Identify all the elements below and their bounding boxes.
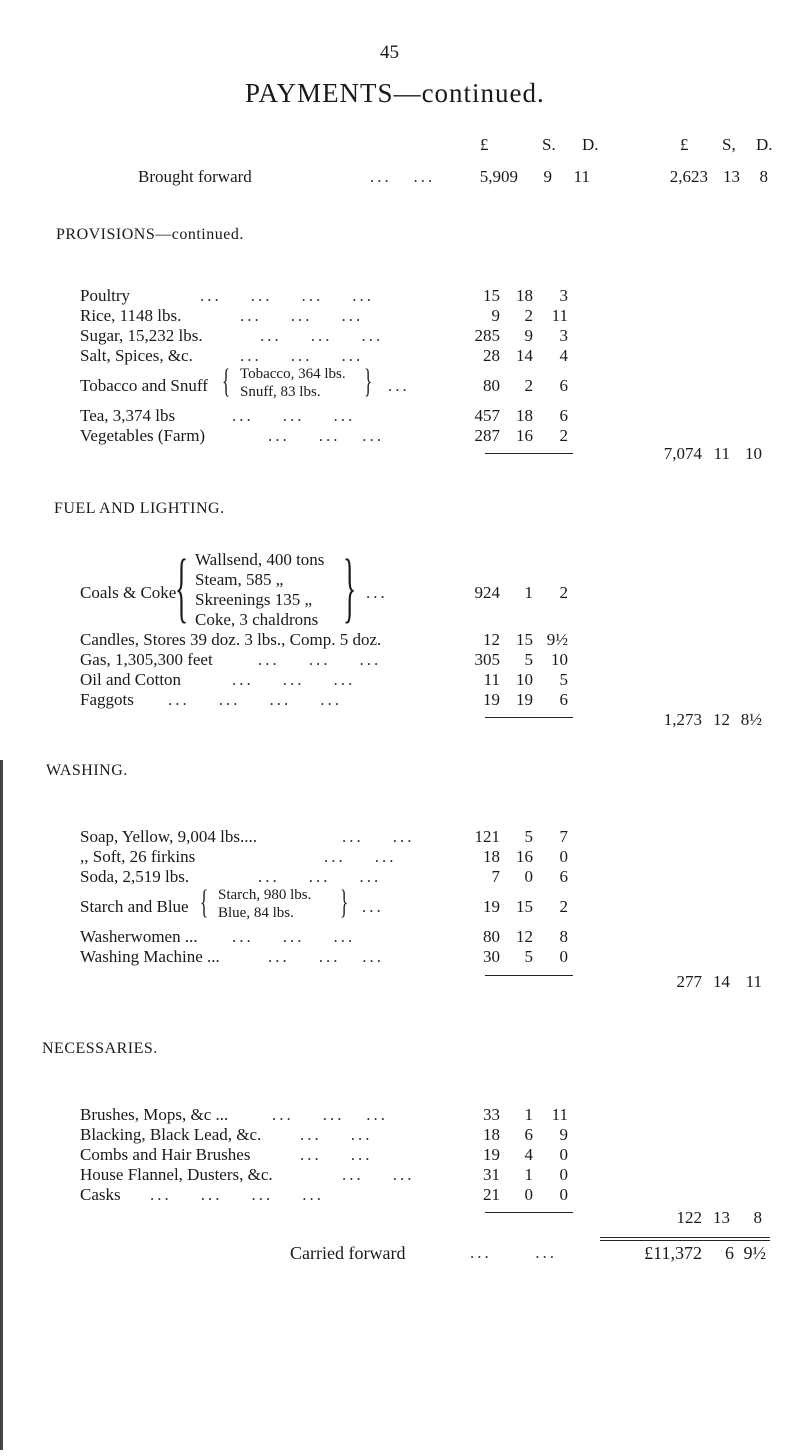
item-pence: 11 (551, 306, 568, 325)
subtotal-rule (485, 717, 573, 718)
item-pounds: 28 (483, 346, 500, 365)
section-total-pence: 10 (745, 444, 762, 463)
item-pence: 2 (559, 426, 568, 445)
right-brace-icon: } (343, 543, 357, 630)
leader-dots: ... ... ... (258, 650, 382, 669)
item-label: Washing Machine ... (80, 947, 220, 966)
section-total-pence: 8 (753, 1208, 762, 1227)
total-rule (600, 1237, 770, 1238)
item-pence: 6 (559, 690, 568, 709)
brought-forward-total-pence: 8 (759, 167, 768, 186)
item-label: Rice, 1148 lbs. (80, 306, 182, 325)
leader-dots: ... (388, 376, 410, 395)
leader-dots: ... ... (300, 1125, 373, 1144)
leader-dots: ... ... (470, 1243, 557, 1262)
item-pence: 6 (559, 867, 568, 886)
item-detail: Skreenings 135 „ (195, 590, 313, 609)
item-shillings: 19 (516, 690, 533, 709)
item-pence: 10 (551, 650, 568, 669)
item-shillings: 15 (516, 630, 533, 649)
item-shillings: 0 (524, 867, 533, 886)
brought-forward-pence: 11 (573, 167, 590, 186)
leader-dots: ... ... (370, 167, 436, 186)
item-pounds: 80 (483, 927, 500, 946)
leader-dots: ... (362, 897, 384, 916)
left-brace-icon: { (222, 363, 231, 400)
item-label: Salt, Spices, &c. (80, 346, 193, 365)
item-pounds: 19 (483, 690, 500, 709)
page-number: 45 (380, 42, 399, 63)
brought-forward-shillings: 9 (543, 167, 552, 186)
section-heading-provisions: PROVISIONS—continued. (56, 226, 244, 243)
item-label: Sugar, 15,232 lbs. (80, 326, 203, 345)
section-heading-necessaries: NECESSARIES. (42, 1040, 158, 1057)
subtotal-rule (485, 1212, 573, 1213)
subtotal-rule (485, 975, 573, 976)
item-shillings: 15 (516, 897, 533, 916)
item-pounds: 18 (483, 847, 500, 866)
leader-dots: ... ... ... (240, 346, 364, 365)
item-pence: 2 (559, 583, 568, 602)
leader-dots: ... ... (342, 1165, 415, 1184)
right-brace-icon: } (364, 363, 373, 400)
col-header-shillings-1: S. (542, 135, 556, 154)
leader-dots: ... ... (342, 827, 415, 846)
section-heading-fuel: FUEL AND LIGHTING. (54, 500, 225, 517)
section-total-pence: 11 (745, 972, 762, 991)
item-label: Starch and Blue (80, 897, 189, 916)
item-pence: 0 (559, 1185, 568, 1204)
leader-dots: ... ... ... (272, 1105, 388, 1124)
section-total-shillings: 14 (713, 972, 730, 991)
leader-dots: ... (366, 583, 388, 602)
leader-dots: ... ... (300, 1145, 373, 1164)
item-detail: Snuff, 83 lbs. (240, 384, 321, 400)
item-pounds: 80 (483, 376, 500, 395)
col-header-pence-2: D. (756, 135, 773, 154)
section-total-shillings: 12 (713, 710, 730, 729)
section-total-pounds: 122 (676, 1208, 702, 1227)
carried-forward-shillings: 6 (725, 1243, 734, 1263)
item-detail: Starch, 980 lbs. (218, 887, 312, 903)
leader-dots: ... ... ... (232, 406, 356, 425)
item-pence: 6 (559, 406, 568, 425)
item-label: Washerwomen ... (80, 927, 198, 946)
item-shillings: 18 (516, 406, 533, 425)
item-shillings: 5 (524, 827, 533, 846)
leader-dots: ... ... ... (232, 670, 356, 689)
item-shillings: 5 (524, 947, 533, 966)
carried-forward-label: Carried forward (290, 1243, 406, 1263)
item-pence: 8 (559, 927, 568, 946)
item-pounds: 305 (474, 650, 500, 669)
col-header-pence-1: D. (582, 135, 599, 154)
leader-dots: ... ... ... (268, 426, 384, 445)
item-label: ,, Soft, 26 firkins (80, 847, 196, 866)
item-pounds: 30 (483, 947, 500, 966)
brought-forward-total-pounds: 2,623 (669, 167, 708, 186)
section-total-pence: 8½ (740, 710, 762, 729)
leader-dots: ... ... (324, 847, 397, 866)
item-label: Gas, 1,305,300 feet (80, 650, 213, 669)
item-shillings: 14 (516, 346, 533, 365)
item-label: Casks (80, 1185, 121, 1204)
item-detail: Tobacco, 364 lbs. (240, 366, 346, 382)
right-brace-icon: } (340, 884, 349, 921)
item-pounds: 15 (483, 286, 500, 305)
item-shillings: 18 (516, 286, 533, 305)
item-shillings: 1 (524, 583, 533, 602)
item-pence: 0 (559, 847, 568, 866)
item-label: Soda, 2,519 lbs. (80, 867, 190, 886)
section-total-pounds: 7,074 (663, 444, 702, 463)
item-shillings: 10 (516, 670, 533, 689)
brought-forward-pounds: 5,909 (479, 167, 518, 186)
item-pence: 11 (551, 1105, 568, 1124)
item-pence: 9 (559, 1125, 568, 1144)
item-label: Faggots (80, 690, 134, 709)
item-shillings: 12 (516, 927, 533, 946)
col-header-pounds-2: £ (680, 135, 689, 154)
item-label: Blacking, Black Lead, &c. (80, 1125, 262, 1144)
leader-dots: ... ... ... (258, 867, 382, 886)
leader-dots: ... ... ... (232, 927, 356, 946)
item-pounds: 121 (474, 827, 500, 846)
page-title: PAYMENTS—continued. (245, 78, 545, 108)
item-label: Coals & Coke (80, 583, 177, 602)
leader-dots: ... ... ... ... (200, 286, 374, 305)
item-pence: 0 (559, 947, 568, 966)
subtotal-rule (485, 453, 573, 454)
leader-dots: ... ... ... (268, 947, 384, 966)
left-brace-icon: { (200, 884, 209, 921)
item-shillings: 16 (516, 426, 533, 445)
item-detail: Steam, 585 „ (195, 570, 284, 589)
item-pounds: 19 (483, 897, 500, 916)
section-heading-washing: WASHING. (46, 762, 128, 779)
item-shillings: 16 (516, 847, 533, 866)
item-shillings: 1 (524, 1165, 533, 1184)
item-detail: Blue, 84 lbs. (218, 905, 294, 921)
item-pence: 5 (559, 670, 568, 689)
item-label: Tobacco and Snuff (80, 376, 208, 395)
item-pounds: 287 (474, 426, 500, 445)
item-shillings: 1 (524, 1105, 533, 1124)
item-label: House Flannel, Dusters, &c. (80, 1165, 273, 1184)
item-label: Combs and Hair Brushes (80, 1145, 251, 1164)
item-pounds: 31 (483, 1165, 500, 1184)
item-pounds: 924 (474, 583, 500, 602)
section-total-pounds: 1,273 (663, 710, 702, 729)
item-pounds: 18 (483, 1125, 500, 1144)
leader-dots: ... ... ... (240, 306, 364, 325)
item-label: Vegetables (Farm) (80, 426, 206, 445)
leader-dots: ... ... ... (260, 326, 384, 345)
item-pounds: 285 (474, 326, 500, 345)
item-label: Soap, Yellow, 9,004 lbs.... (80, 827, 257, 846)
total-rule (600, 1240, 770, 1241)
item-pence: 0 (559, 1165, 568, 1184)
carried-forward-pence: 9½ (743, 1243, 766, 1263)
item-label: Poultry (80, 286, 131, 305)
item-pounds: 9 (491, 306, 500, 325)
leader-dots: ... ... ... ... (150, 1185, 324, 1204)
item-label: Oil and Cotton (80, 670, 182, 689)
item-pence: 7 (559, 827, 568, 846)
col-header-shillings-2: S, (722, 135, 736, 154)
item-pounds: 7 (491, 867, 500, 886)
item-label: Tea, 3,374 lbs (80, 406, 176, 425)
section-total-shillings: 13 (713, 1208, 730, 1227)
item-shillings: 0 (524, 1185, 533, 1204)
binding-edge (0, 760, 3, 1450)
section-total-pounds: 277 (676, 972, 702, 991)
item-shillings: 5 (524, 650, 533, 669)
carried-forward-total: £11,372 (644, 1243, 702, 1263)
item-pence: 2 (559, 897, 568, 916)
item-label: Brushes, Mops, &c ... (80, 1105, 229, 1124)
left-brace-icon: { (175, 543, 189, 630)
item-shillings: 2 (524, 306, 533, 325)
item-shillings: 6 (524, 1125, 533, 1144)
item-pence: 3 (559, 326, 568, 345)
item-pounds: 21 (483, 1185, 500, 1204)
item-shillings: 4 (524, 1145, 533, 1164)
item-pounds: 33 (483, 1105, 500, 1124)
item-pence: 6 (559, 376, 568, 395)
item-detail: Coke, 3 chaldrons (195, 610, 319, 629)
item-shillings: 9 (524, 326, 533, 345)
brought-forward-label: Brought forward (138, 167, 252, 186)
item-pounds: 457 (474, 406, 500, 425)
section-total-shillings: 11 (713, 444, 730, 463)
item-label: Candles, Stores 39 doz. 3 lbs., Comp. 5 doz. (80, 630, 382, 649)
item-pence: 3 (559, 286, 568, 305)
item-pence: 4 (559, 346, 568, 365)
item-pence: 9½ (546, 630, 568, 649)
col-header-pounds-1: £ (480, 135, 489, 154)
item-pence: 0 (559, 1145, 568, 1164)
leader-dots: ... ... ... ... (168, 690, 342, 709)
item-pounds: 19 (483, 1145, 500, 1164)
item-pounds: 12 (483, 630, 500, 649)
item-detail: Wallsend, 400 tons (195, 550, 325, 569)
item-pounds: 11 (483, 670, 500, 689)
item-shillings: 2 (524, 376, 533, 395)
brought-forward-total-shillings: 13 (723, 167, 740, 186)
